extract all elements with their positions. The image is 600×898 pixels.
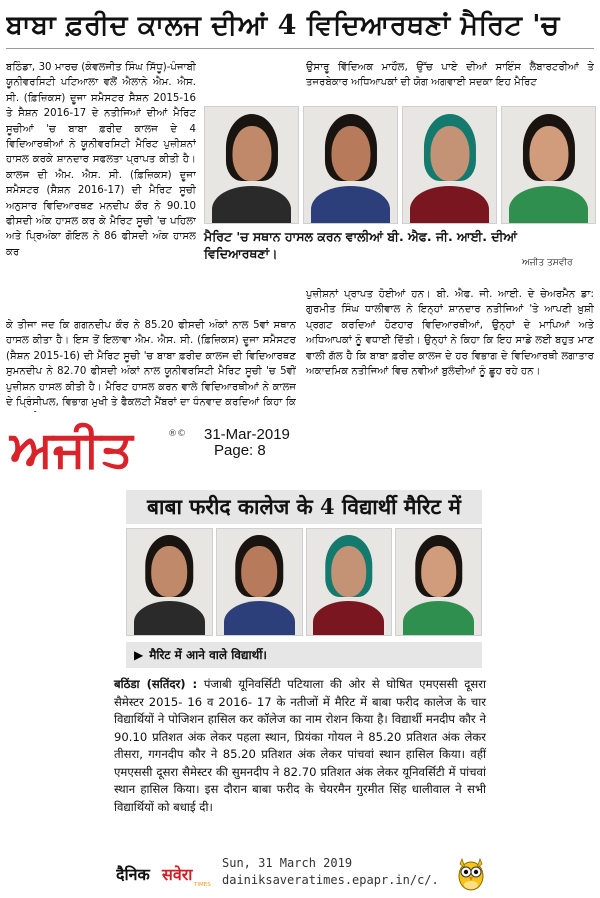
punjabi-headline: ਬਾਬਾ ਫ਼ਰੀਦ ਕਾਲਜ ਦੀਆਂ 4 ਵਿਦਿਆਰਥਣਾਂ ਮੈਰਿਟ 'ਚ [6,10,560,41]
dainik-clip-date: Sun, 31 March 2019 [222,856,353,870]
hindi-student-photo-1 [126,528,213,636]
ajit-logo-text: ਅਜੀਤ [10,419,133,474]
punjabi-photo-credit: ਅਜੀਤ ਤਸਵੀਰ [522,258,573,268]
dainik-logo-text-3: TIMES [194,882,211,888]
owl-icon [456,857,486,891]
punjabi-column-1-text: ਬਠਿੰਡਾ, 30 ਮਾਰਚ (ਕੰਵਲਜੀਤ ਸਿੰਘ ਸਿੱਧੂ)-ਪੰਜਾਬੀ ਯੂਨੀਵਰਸਿਟੀ ਪਟਿਆਲਾ ਵਲੋਂ ਐਲਾਨੇ ਐਮ. ਐਸ. ਸੀ. (ਫ਼ਿਜ਼ਿਕਸ) ਦੂਜਾ ਸਮੈਸਟਰ ਸੈਸ਼ਨ 2015-16 ਤੇ ਸੈਸ਼ਨ 2016-17 ਦੇ ਨਤੀਜਿਆਂ ਦੀਆਂ ਮੈਰਿਟ ਸੂਚੀਆਂ 'ਚ ਬਾਬਾ ਫ਼ਰੀਦ ਕਾਲਜ ਦੇ 4 ਵਿਦਿਆਰਥੀਆਂ ਨੇ ਯੂਨੀਵਰਸਿਟੀ ਮੈਰਿਟ ਪੁਜ਼ੀਸ਼ਨਾਂ ਹਾਸਲ ਕਰਕੇ ਸ਼ਾਨਦਾਰ ਸਫਲਤਾ ਪ੍ਰਾਪਤ ਕੀਤੀ ਹੈ। ਕਾਲਜ ਦੀ ਐਮ. ਐਸ. ਸੀ. (ਫ਼ਿਜ਼ਿਕਸ) ਦੂਜਾ ਸਮੈਸਟਰ (ਸੈਸ਼ਨ 2016-17) ਦੀ ਮੈਰਿਟ ਸੂਚੀ ਅਨੁਸਾਰ ਵਿਦਿਆਰਥਣ ਮਨਦੀਪ ਕੌਰ ਨੇ 90.10 ਫੀਸਦੀ ਅੰਕ ਹਾਸਲ ਕਰ ਕੇ ਮੈਰਿਟ ਸੂਚੀ 'ਚ ਪਹਿਲਾ ਅਤੇ ਪ੍ਰਿਅੰਕਾ ਗੋਇਲ ਨੇ 86 ਫੀਸਦੀ ਅੰਕ ਹਾਸਲ ਕਰ [6,62,196,258]
punjabi-photo-caption: ਮੈਰਿਟ 'ਚ ਸਥਾਨ ਹਾਸਲ ਕਰਨ ਵਾਲੀਆਂ ਬੀ. ਐਫ. ਜੀ. ਆਈ. ਦੀਆਂ ਵਿਦਿਆਰਥਣਾਂ। [204,229,518,261]
hindi-photo-strip [126,528,482,636]
punjabi-column-3 [306,287,594,413]
punjabi-photo-strip [204,106,596,224]
hindi-photo-caption [126,642,482,668]
dainik-savera-logo [116,858,220,888]
hindi-dateline: बठिंडा (सतिंदर) : [114,677,198,691]
ajit-clip-page: Page: 8 [214,442,266,459]
punjabi-column-3-text: ਪੁਜ਼ੀਸ਼ਨਾਂ ਪ੍ਰਾਪਤ ਹੋਈਆਂ ਹਨ। ਬੀ. ਐਫ. ਜੀ. ਆਈ. ਦੇ ਚੇਅਰਮੈਨ ਡਾ: ਗੁਰਮੀਤ ਸਿੰਘ ਧਾਲੀਵਾਲ ਨੇ ਇਨ੍ਹਾਂ ਸ਼ਾਨਦਾਰ ਨਤੀਜਿਆਂ 'ਤੇ ਆਪਣੀ ਖ਼ੁਸ਼ੀ ਪ੍ਰਗਟ ਕਰਦਿਆਂ ਹੋਣਹਾਰ ਵਿਦਿਆਰਥੀਆਂ, ਉਨ੍ਹਾਂ ਦੇ ਮਾਪਿਆਂ ਅਤੇ ਅਧਿਆਪਕਾਂ ਨੂੰ ਵਧਾਈ ਦਿੱਤੀ। ਉਨ੍ਹਾਂ ਨੇ ਕਿਹਾ ਕਿ ਇਹ ਸਾਡੇ ਲਈ ਬਹੁਤ ਮਾਣ ਵਾਲੀ ਗੱਲ ਹੈ ਕਿ ਬਾਬਾ ਫ਼ਰੀਦ ਕਾਲਜ ਦੇ ਹਰ ਵਿਭਾਗ ਦੇ ਵਿਦਿਆਰਥੀ ਲਗਾਤਾਰ ਅਕਾਦਮਿਕ ਨਤੀਜਿਆਂ ਵਿਚ ਨਵੀਆਂ ਬੁਲੰਦੀਆਂ ਨੂੰ ਛੂਹ ਰਹੇ ਹਨ। [306,289,594,378]
punjabi-column-1-continued [6,318,296,412]
punjabi-column-2-text: ਉਸਾਰੂ ਵਿੱਦਿਅਕ ਮਾਹੌਲ, ਉੱਚ ਪਾਏ ਦੀਆਂ ਸਾਇੰਸ ਲੈਬਾਰਟਰੀਆਂ ਤੇ ਤਜਰਬੇਕਾਰ ਅਧਿਆਪਕਾਂ ਦੀ ਯੋਗ ਅਗਵਾਈ ਸਦਕਾ ਇਹ ਮੈਰਿਟ [306,62,594,89]
hindi-student-photo-3 [306,528,393,636]
student-photo-4 [501,106,596,224]
punjabi-column-1 [6,60,196,318]
hindi-student-photo-4 [395,528,482,636]
student-photo-2 [303,106,398,224]
dainik-logo-text-1: दैनिक [116,865,150,884]
punjabi-column-1-continued-text: ਕੇ ਤੀਜਾ ਜਦ ਕਿ ਗਗਨਦੀਪ ਕੌਰ ਨੇ 85.20 ਫੀਸਦੀ ਅੰਕਾਂ ਨਾਲ 5ਵਾਂ ਸਥਾਨ ਹਾਸਲ ਕੀਤਾ ਹੈ। ਇਸ ਤੋਂ ਇਲਾਵਾ ਐਮ. ਐਸ. ਸੀ. (ਫ਼ਿਜ਼ਿਕਸ) ਦੂਜਾ ਸਮੈਸਟਰ (ਸੈਸ਼ਨ 2015-16) ਦੀ ਮੈਰਿਟ ਸੂਚੀ 'ਚ ਬਾਬਾ ਫ਼ਰੀਦ ਕਾਲਜ ਦੀ ਵਿਦਿਆਰਥਣ ਸੁਮਨਦੀਪ ਨੇ 82.70 ਫੀਸਦੀ ਅੰਕਾਂ ਨਾਲ ਯੂਨੀਵਰਸਿਟੀ ਮੈਰਿਟ ਸੂਚੀ 'ਚ 5ਵੀਂ ਪੁਜ਼ੀਸ਼ਨ ਹਾਸਲ ਕੀਤੀ ਹੈ। ਮੈਰਿਟ ਹਾਸਲ ਕਰਨ ਵਾਲੇ ਵਿਦਿਆਰਥੀਆਂ ਨੇ ਕਾਲਜ ਦੇ ਪ੍ਰਿੰਸੀਪਲ, ਵਿਭਾਗ ਮੁਖੀ ਤੇ ਫੈਕਲਟੀ ਮੈਂਬਰਾਂ ਦਾ ਧੰਨਵਾਦ ਕਰਦਿਆਂ ਕਿਹਾ ਕਿ [6,320,296,409]
ajit-clip-date: 31-Mar-2019 [204,426,290,443]
hindi-headline: बाबा फरीद कालेज के 4 विद्यार्थी मैरिट में [126,490,482,524]
hindi-student-photo-2 [216,528,303,636]
hindi-article-body [114,676,486,816]
punjabi-column-2 [306,60,594,100]
caption-marker-icon: ▶ [134,648,144,662]
ajit-logo [8,418,188,474]
student-photo-1 [204,106,299,224]
dainik-logo-text-2: सवेरा [162,865,193,884]
hindi-photo-caption-text: मैरिट में आने वाले विद्यार्थी। [149,648,267,662]
hindi-body-text: पंजाबी यूनिवर्सिटी पटियाला की ओर से घोषित एमएससी दूसरा सैमेस्टर 2015- 16 व 2016- 17 के नतीजों में मैरिट में बाबा फरीद कालेज के चार विद्यार्थियों ने पोजिशन हासिल कर कॉलेज का नाम रोशन किया है। विद्यार्थी मनदीप कौर ने 90.10 प्रतिशत अंक लेकर पहला स्थान, प्रियंका गोयल ने 85.20 प्रतिशत अंक लेकर तीसरा, गगनदीप कौर ने 85.20 प्रतिशत अंक लेकर पांचवां स्थान हासिल किया। वहीं एमएससी दूसरा सैमेस्टर की सुमनदीप ने 82.70 प्रतिशत अंक लेकर यूनिवर्सिटी में पांचवां स्थान हासिल किया। इस दौरान बाबा फरीद के चेयरमैन गुरमीत सिंह धालीवाल ने सभी विद्यार्थियों को बधाई दी। [114,677,486,814]
dainik-clip-url[interactable]: dainiksaveratimes.epapr.in/c/. [222,873,439,887]
student-photo-3 [402,106,497,224]
headline-divider [6,48,594,49]
ajit-logo-mark: ®© [168,429,186,439]
